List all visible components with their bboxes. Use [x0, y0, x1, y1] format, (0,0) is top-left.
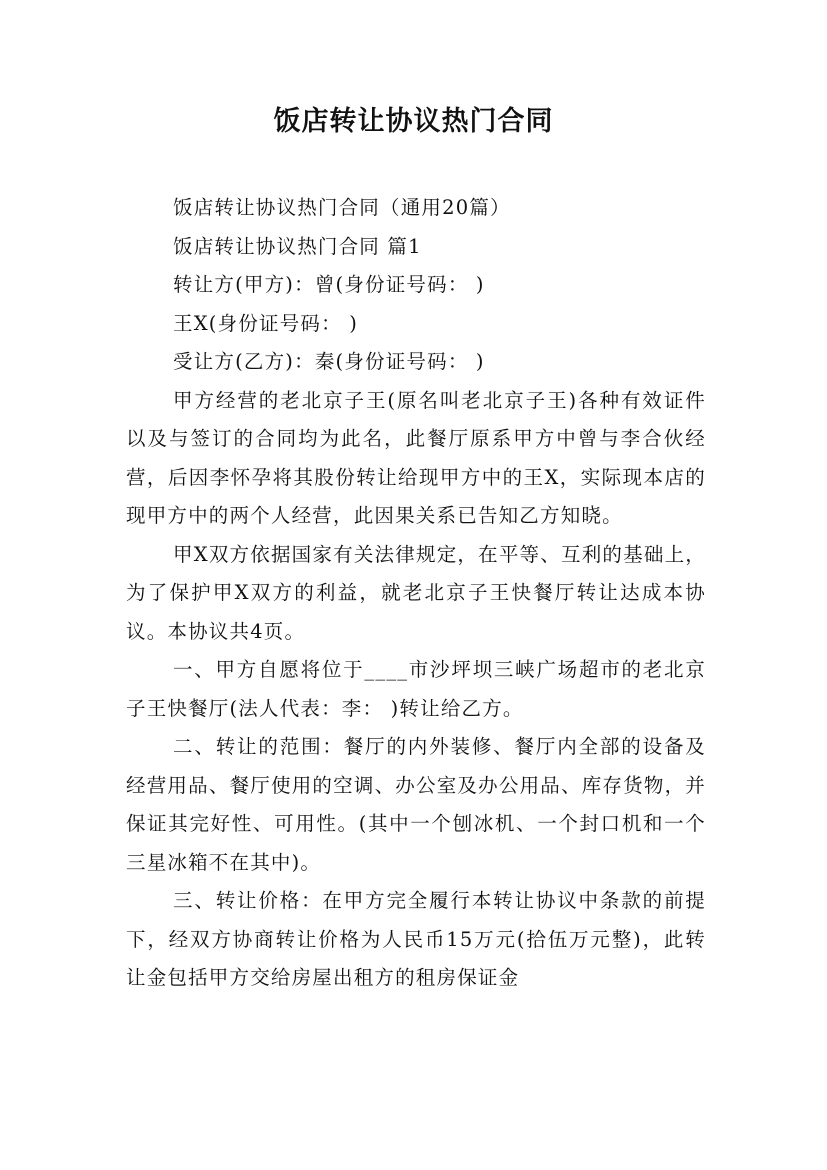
- paragraph-clause-2: 二、转让的范围：餐厅的内外装修、餐厅内全部的设备及经营用品、餐厅使用的空调、办公室及办公用品、库存货物，并保证其完好性、可用性。(其中一个刨冰机、一个封口机和一个三星冰箱不在其中)。: [126, 735, 706, 874]
- party-a-line: 转让方(甲方)：曾(身份证号码： ): [173, 273, 485, 296]
- paragraph-clause-1: 一、甲方自愿将位于____市沙坪坝三峡广场超市的老北京子王快餐厅(法人代表：李： )转让给乙方。: [126, 658, 706, 720]
- subtitle-line: 饭店转让协议热门合同（通用20篇）: [173, 196, 511, 219]
- paragraph-clause-3: 三、转让价格：在甲方完全履行本转让协议中条款的前提下，经双方协商转让价格为人民币15万元(拾伍万元整)，此转让金包括甲方交给房屋出租方的租房保证金: [126, 889, 706, 989]
- document-body: [126, 189, 706, 998]
- party-b-line: 受让方(乙方)：秦(身份证号码： ): [173, 350, 485, 373]
- paragraph-basis: 甲X双方依据国家有关法律规定，在平等、互利的基础上，为了保护甲X双方的利益，就老北京子王快餐厅转让达成本协议。本协议共4页。: [126, 542, 706, 643]
- paragraph-background: 甲方经营的老北京子王(原名叫老北京子王)各种有效证件以及与签订的合同均为此名，此餐厅原系甲方中曾与李合伙经营，后因李怀孕将其股份转让给现甲方中的王X，实际现本店的现甲方中的两个人经营，此因果关系已告知乙方知晓。: [126, 388, 706, 527]
- document-title: 饭店转让协议热门合同: [273, 106, 554, 137]
- party-a2-line: 王X(身份证号码： ): [173, 311, 358, 335]
- chapter-line: 饭店转让协议热门合同 篇1: [173, 234, 422, 258]
